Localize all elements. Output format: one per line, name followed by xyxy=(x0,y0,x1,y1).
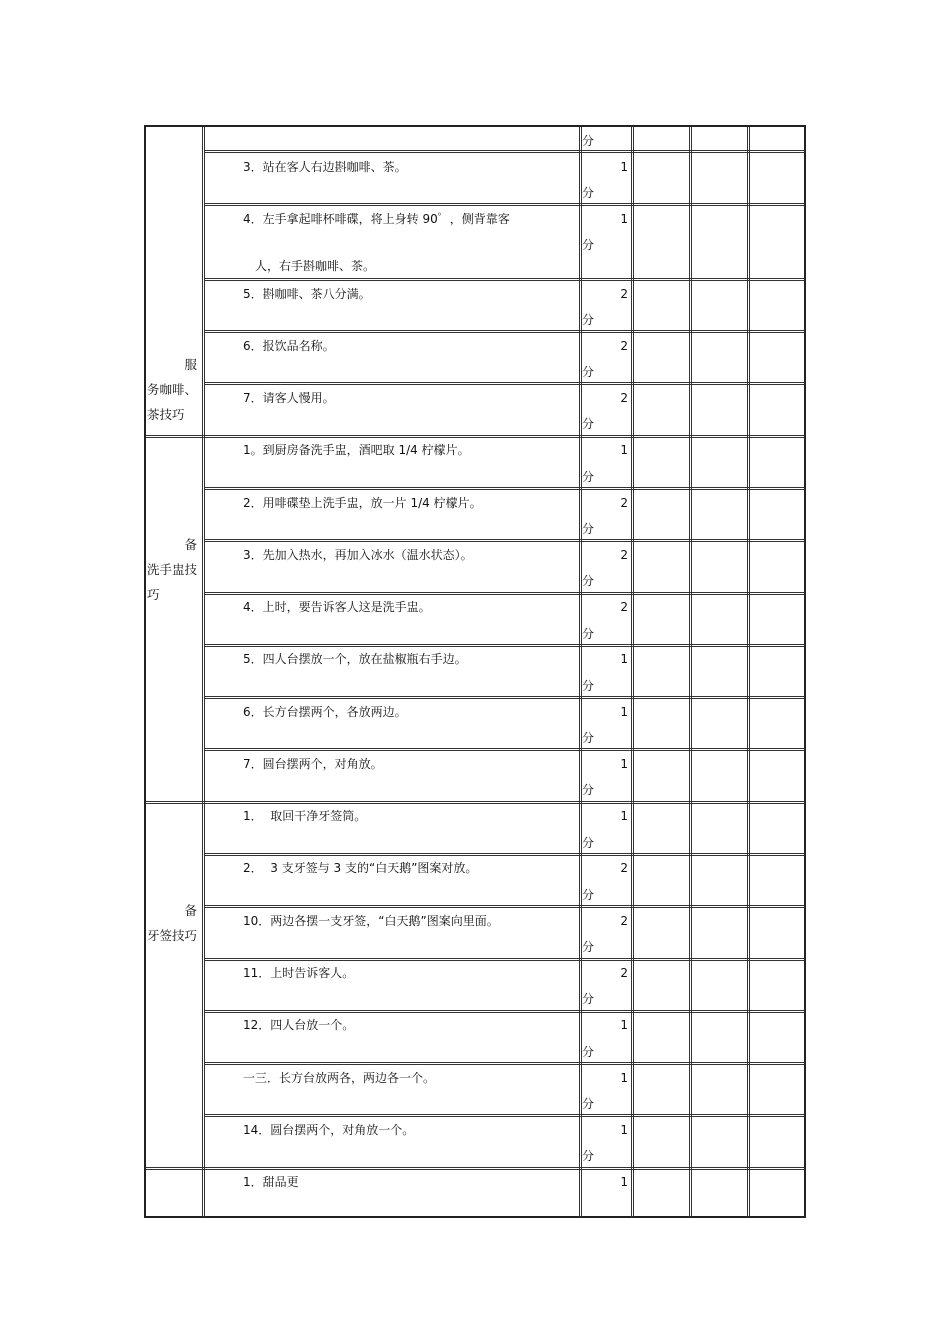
grid-line xyxy=(204,1012,805,1013)
score-value: 2 xyxy=(620,287,628,301)
score-value: 2 xyxy=(620,966,628,980)
criterion-text: 7．圆台摆两个，对角放。 xyxy=(243,757,383,771)
criterion-text: 3．站在客人右边斟咖啡、茶。 xyxy=(243,160,407,174)
grid-line xyxy=(204,487,805,488)
unit-label: 分 xyxy=(582,1149,595,1163)
score-value: 2 xyxy=(620,391,628,405)
grid-line xyxy=(146,1167,805,1168)
criterion-text: 2． 3 支牙签与 3 支的“白天鹅”图案对放。 xyxy=(243,861,478,875)
unit-label: 分 xyxy=(582,186,595,200)
score-value: 2 xyxy=(620,861,628,875)
grid-line xyxy=(204,696,805,697)
unit-label: 分 xyxy=(582,365,595,379)
score-value: 1 xyxy=(620,160,628,174)
grid-line xyxy=(631,127,632,1217)
criterion-text: 4．上时，要告诉客人这是洗手盅。 xyxy=(243,600,431,614)
criterion-text: 10．两边各摆一支牙签，“白天鹅”图案向里面。 xyxy=(243,914,499,928)
unit-label: 分 xyxy=(582,522,595,536)
score-value: 2 xyxy=(620,914,628,928)
unit-label: 分 xyxy=(582,888,595,902)
category-label: 茶技巧 xyxy=(147,407,185,422)
category-fingerbowl xyxy=(147,532,201,607)
criterion-text: 4．左手拿起啡杯啡碟，将上身转 90゜，侧背靠客 xyxy=(243,212,510,226)
grid-line xyxy=(204,150,805,151)
score-value: 1 xyxy=(620,1175,628,1189)
criterion-text: 7．请客人慢用。 xyxy=(243,391,335,405)
criterion-text: 5．四人台摆放一个，放在盐椒瓶右手边。 xyxy=(243,652,467,666)
grid-line xyxy=(202,127,203,1217)
category-label: 备 xyxy=(184,903,197,918)
unit-label: 分 xyxy=(582,313,595,327)
grid-line xyxy=(204,1062,805,1063)
grid-line xyxy=(204,958,805,959)
criterion-text: 一三．长方台放两各，两边各一个。 xyxy=(243,1071,436,1085)
score-value: 2 xyxy=(620,600,628,614)
unit-label: 分 xyxy=(582,134,595,148)
score-value: 2 xyxy=(620,496,628,510)
grid-line xyxy=(146,1169,805,1170)
criterion-text: 2．用啡碟垫上洗手盅，放一片 1/4 柠檬片。 xyxy=(243,496,482,510)
grid-line xyxy=(204,330,805,331)
grid-line xyxy=(579,127,580,1217)
unit-label: 分 xyxy=(582,731,595,745)
category-label: 牙签技巧 xyxy=(147,928,198,943)
grid-line xyxy=(146,435,805,436)
criterion-text: 3．先加入热水，再加入冰水（温水状态）。 xyxy=(243,548,473,562)
score-value: 1 xyxy=(620,809,628,823)
criterion-text: 6．长方台摆两个，各放两边。 xyxy=(243,705,407,719)
grid-line xyxy=(204,1064,805,1065)
grid-line xyxy=(204,152,805,153)
grid-line xyxy=(204,280,805,281)
grid-line xyxy=(204,1116,805,1117)
grid-line xyxy=(204,541,805,542)
score-value: 1 xyxy=(620,212,628,226)
score-value: 1 xyxy=(620,1071,628,1085)
unit-label: 分 xyxy=(582,627,595,641)
category-label: 巧 xyxy=(147,587,160,602)
grid-line xyxy=(204,853,805,854)
criterion-text: 12．四人台放一个。 xyxy=(243,1018,355,1032)
criterion-text: 1．甜品更 xyxy=(243,1175,299,1189)
criterion-text: 1。到厨房备洗手盅，酒吧取 1/4 柠檬片。 xyxy=(243,443,470,457)
score-value: 2 xyxy=(620,339,628,353)
score-value: 1 xyxy=(620,705,628,719)
grid-line xyxy=(146,801,805,802)
grid-line xyxy=(204,127,205,1217)
grid-line xyxy=(204,489,805,490)
grid-line xyxy=(204,750,805,751)
grid-line xyxy=(204,905,805,906)
grid-line xyxy=(204,698,805,699)
grid-line xyxy=(146,803,805,804)
grid-line xyxy=(204,594,805,595)
category-label: 务咖啡、 xyxy=(147,382,198,397)
grid-line xyxy=(204,332,805,333)
grid-line xyxy=(204,960,805,961)
unit-label: 分 xyxy=(582,992,595,1006)
grid-line xyxy=(204,539,805,540)
criterion-text: 14．圆台摆两个，对角放一个。 xyxy=(243,1123,415,1137)
unit-label: 分 xyxy=(582,470,595,484)
grid-line xyxy=(204,205,805,206)
score-value: 1 xyxy=(620,443,628,457)
unit-label: 分 xyxy=(582,417,595,431)
unit-label: 分 xyxy=(582,783,595,797)
unit-label: 分 xyxy=(582,679,595,693)
unit-label: 分 xyxy=(582,1045,595,1059)
grid-line xyxy=(204,646,805,647)
unit-label: 分 xyxy=(582,574,595,588)
grid-line xyxy=(747,127,748,1217)
grid-line xyxy=(204,907,805,908)
unit-label: 分 xyxy=(582,238,595,252)
grid-line xyxy=(204,382,805,383)
category-label: 备 xyxy=(184,537,197,552)
grid-line xyxy=(689,127,690,1217)
grid-line xyxy=(204,1010,805,1011)
criterion-text: 11．上时告诉客人。 xyxy=(243,966,355,980)
grid-line xyxy=(204,384,805,385)
score-value: 1 xyxy=(620,652,628,666)
category-toothpick xyxy=(147,898,201,948)
unit-label: 分 xyxy=(582,836,595,850)
grid-line xyxy=(204,1114,805,1115)
grid-line xyxy=(633,127,634,1217)
score-value: 1 xyxy=(620,1123,628,1137)
grid-line xyxy=(691,127,692,1217)
category-label: 洗手盅技 xyxy=(147,562,198,577)
criterion-text: 6．报饮品名称。 xyxy=(243,339,335,353)
unit-label: 分 xyxy=(582,940,595,954)
category-label: 服 xyxy=(184,357,197,372)
score-value: 1 xyxy=(620,1018,628,1032)
category-coffee xyxy=(147,352,201,427)
grid-line xyxy=(204,592,805,593)
grid-line xyxy=(204,644,805,645)
grid-line xyxy=(204,278,805,279)
grid-line xyxy=(749,127,750,1217)
grid-line xyxy=(204,748,805,749)
grid-line xyxy=(204,855,805,856)
score-value: 1 xyxy=(620,757,628,771)
grid-line xyxy=(204,203,805,204)
criterion-text: 1． 取回干净牙签筒。 xyxy=(243,809,367,823)
unit-label: 分 xyxy=(582,1097,595,1111)
criterion-text-cont: 人，右手斟咖啡、茶。 xyxy=(255,259,376,273)
criterion-text: 5．斟咖啡、茶八分满。 xyxy=(243,287,371,301)
score-value: 2 xyxy=(620,548,628,562)
grid-line xyxy=(146,437,805,438)
